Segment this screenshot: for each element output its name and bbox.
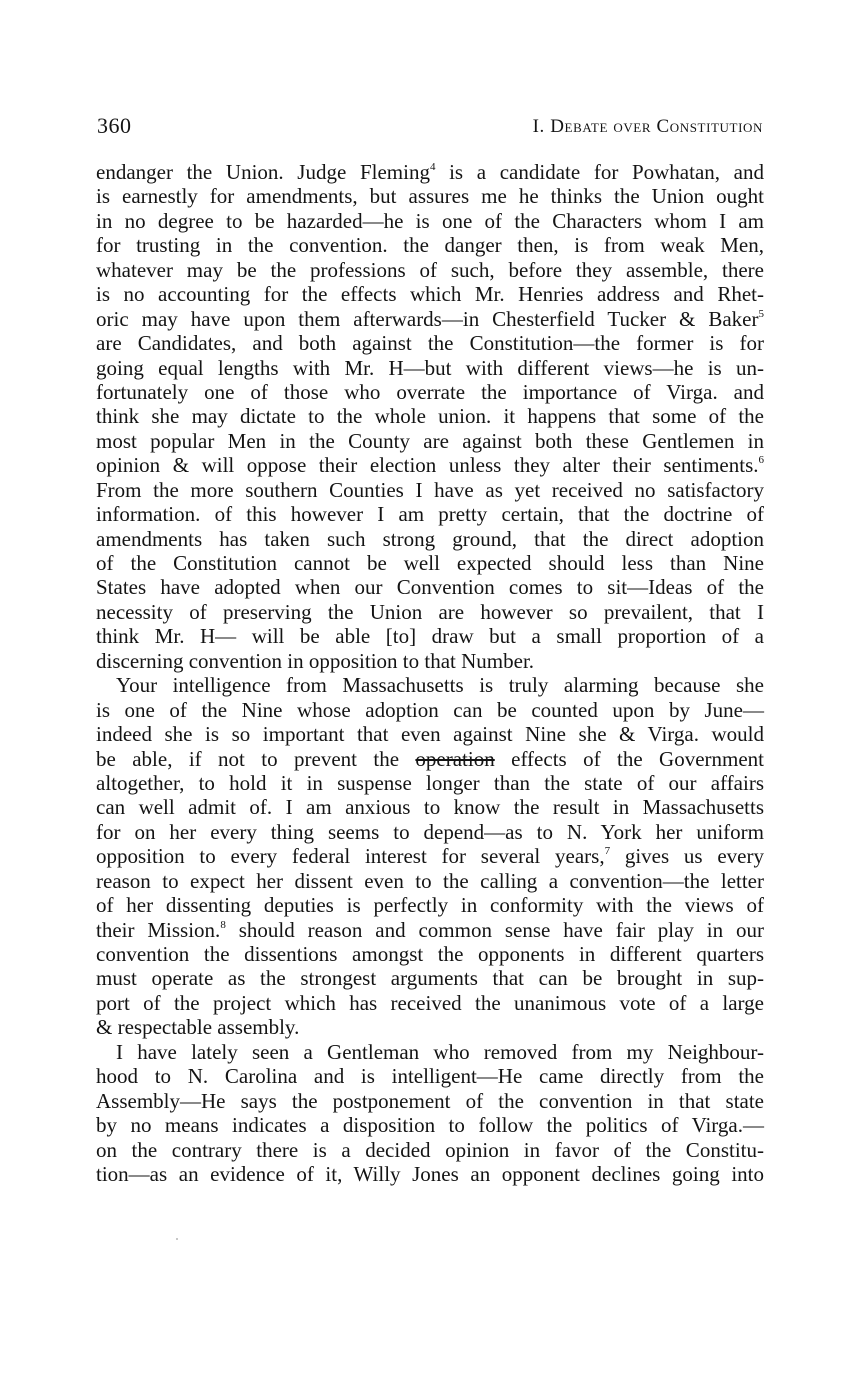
text-line (96, 966, 764, 990)
text-line (96, 160, 764, 184)
section-title: I. Debate over Constitution (532, 116, 763, 137)
text-line (96, 1040, 764, 1064)
line-text: must operate as the strongest arguments that can be brought in sup- (96, 966, 764, 991)
text-line (96, 1015, 764, 1039)
text-line (96, 795, 764, 819)
line-text: whatever may be the professions of such, before they assemble, there (96, 257, 764, 282)
line-text: & respectable assembly. (96, 1015, 300, 1040)
text-line (96, 673, 764, 697)
text-line (96, 404, 764, 428)
text-line (96, 502, 764, 526)
line-text: be able, if not to prevent the (96, 746, 416, 771)
text-line (96, 380, 764, 404)
text-line (96, 258, 764, 282)
footnote-ref: 8 (220, 918, 226, 931)
text-line (96, 478, 764, 502)
line-text: of the Constitution cannot be well expected should less than Nine (96, 551, 764, 575)
text-line (96, 820, 764, 844)
line-text: endanger the Union. Judge Fleming (96, 160, 430, 184)
paragraph (96, 160, 764, 673)
text-line (96, 771, 764, 795)
footnote-ref: 5 (758, 307, 764, 320)
line-text: fortunately one of those who overrate the importance of Virga. and (96, 379, 764, 404)
text-line (96, 624, 764, 648)
line-text: From the more southern Counties I have as yet received no satisfactory (96, 477, 764, 502)
text-line (96, 282, 764, 306)
line-text: convention the dissentions amongst the opponents in different quarters (96, 942, 764, 966)
line-text: effects of the Government (494, 746, 764, 771)
text-line (96, 1064, 764, 1088)
line-text: discerning convention in opposition to that Number. (96, 648, 535, 673)
text-line (96, 869, 764, 893)
line-text: gives us every (610, 844, 764, 869)
running-head (97, 113, 763, 143)
text-line (96, 893, 764, 917)
line-text: is no accounting for the effects which Mr. Henries address and Rhet- (96, 282, 764, 307)
line-text: amendments has taken such strong ground, that the direct adoption (96, 526, 764, 551)
text-line (96, 698, 764, 722)
line-text: is one of the Nine whose adoption can be counted upon by June— (96, 697, 764, 722)
line-text: information. of this however I am pretty certain, that the doctrine of (96, 502, 764, 527)
line-text: altogether, to hold it in suspense longer than the state of our affairs (96, 770, 764, 795)
text-line (96, 918, 764, 942)
text-line (96, 184, 764, 208)
line-text: think Mr. H— will be able [to] draw but a small proportion of a (96, 624, 764, 649)
text-line (96, 942, 764, 966)
text-line (96, 356, 764, 380)
text-line (96, 307, 764, 331)
line-text: for trusting in the convention. the danger then, is from weak Men, (96, 233, 764, 258)
line-text: of her dissenting deputies is perfectly in conformity with the views of (96, 893, 764, 918)
letter-body (96, 160, 764, 1186)
line-text: tion—as an evidence of it, Willy Jones an opponent declines going into (96, 1161, 764, 1186)
line-text: port of the project which has received the unanimous vote of a large (96, 990, 764, 1015)
text-line (96, 649, 764, 673)
line-text: is a candidate for Powhatan, and (435, 160, 764, 184)
text-line (96, 1089, 764, 1113)
scan-speck (176, 1238, 178, 1240)
line-text: opposition to every federal interest for several years, (96, 844, 605, 869)
line-text: Assembly—He says the postponement of the convention in that state (96, 1088, 764, 1113)
line-text: can well admit of. I am anxious to know the result in Massachusetts (96, 795, 764, 820)
text-line (96, 747, 764, 771)
line-text: in no degree to be hazarded—he is one of the Characters whom I am (96, 208, 764, 233)
text-line (96, 453, 764, 477)
text-line (96, 233, 764, 257)
line-text: for on her every thing seems to depend—as to N. York her uniform (96, 819, 764, 844)
text-line (96, 429, 764, 453)
line-text: Your intelligence from Massachusetts is truly alarming because she (116, 673, 764, 698)
page-number: 360 (97, 113, 132, 138)
line-text: reason to expect her dissent even to the calling a convention—the letter (96, 868, 764, 893)
line-text: should reason and common sense have fair play in our (225, 917, 764, 942)
footnote-ref: 6 (758, 454, 764, 467)
line-text: hood to N. Carolina and is intelligent—He came directly from the (96, 1064, 764, 1089)
text-line (96, 209, 764, 233)
text-line (96, 1113, 764, 1137)
text-line (96, 722, 764, 746)
line-text: necessity of preserving the Union are however so prevailent, that I (96, 599, 764, 624)
line-text: States have adopted when our Convention comes to sit—Ideas of the (96, 575, 764, 600)
line-text: on the contrary there is a decided opinion in favor of the Constitu- (96, 1137, 764, 1162)
text-line (96, 527, 764, 551)
text-line (96, 844, 764, 868)
struck-word: operation (415, 746, 495, 771)
line-text: think she may dictate to the whole union. it happens that some of the (96, 404, 764, 429)
line-text: indeed she is so important that even against Nine she & Virga. would (96, 722, 764, 747)
line-text: oric may have upon them afterwards—in Chesterfield Tucker & Baker (96, 306, 759, 331)
text-line (96, 991, 764, 1015)
line-text: going equal lengths with Mr. H—but with different views—he is un- (96, 355, 764, 380)
line-text: I have lately seen a Gentleman who removed from my Neighbour- (116, 1039, 764, 1064)
text-line (96, 575, 764, 599)
line-text: most popular Men in the County are against both these Gentlemen in (96, 428, 764, 453)
footnote-ref: 4 (429, 161, 436, 173)
text-line (96, 331, 764, 355)
paragraph (96, 1040, 764, 1187)
text-line (96, 551, 764, 575)
line-text: by no means indicates a disposition to follow the politics of Virga.— (96, 1113, 764, 1138)
footnote-ref: 7 (604, 845, 611, 858)
text-line (96, 1138, 764, 1162)
line-text: opinion & will oppose their election unless they alter their sentiments. (96, 453, 759, 478)
paragraph (96, 673, 764, 1040)
line-text: are Candidates, and both against the Constitution—the former is for (96, 331, 764, 356)
text-line (96, 600, 764, 624)
line-text: is earnestly for amendments, but assures me he thinks the Union ought (96, 184, 764, 209)
line-text: their Mission. (96, 917, 221, 942)
text-line (96, 1162, 764, 1186)
